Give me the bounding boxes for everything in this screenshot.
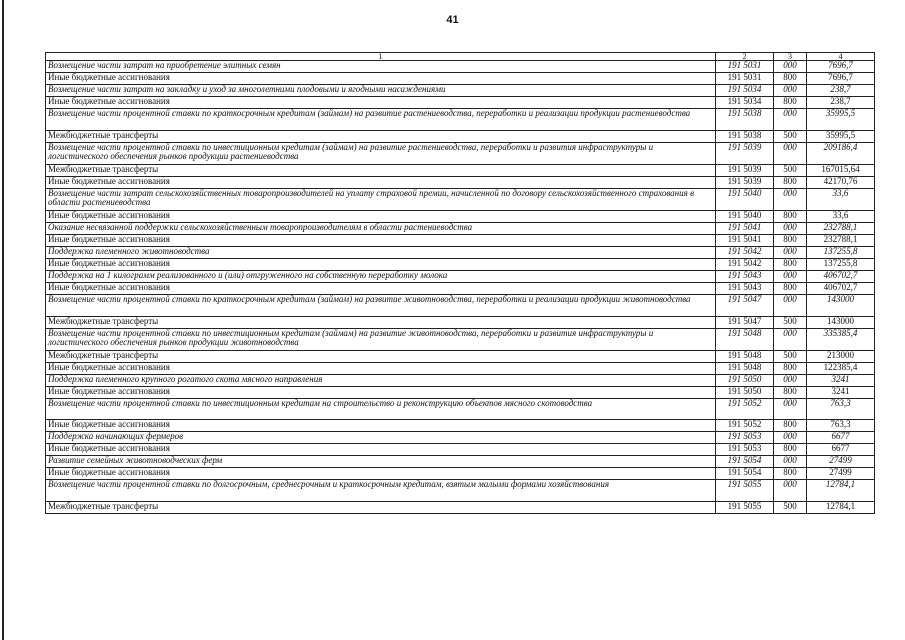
row-type-cell: 800 <box>774 73 807 85</box>
row-sum-cell: 12784,1 <box>807 502 875 514</box>
row-code-cell: 191 5034 <box>716 97 774 109</box>
table-row <box>46 468 875 480</box>
row-type-cell: 000 <box>774 223 807 235</box>
table-row <box>46 259 875 271</box>
row-code-cell: 191 5042 <box>716 247 774 259</box>
row-name-cell: Возмещение части процентной ставки по инвестиционным кредитам (займам) на развитие растениеводства, переработки и развития инфраструктуры и логистического обеспечения рынков продукции растениеводства <box>46 143 716 165</box>
table-row <box>46 85 875 97</box>
row-sum-cell: 238,7 <box>807 97 875 109</box>
row-type-cell: 000 <box>774 61 807 73</box>
page-number: 41 <box>446 14 459 26</box>
row-name-cell: Возмещение части процентной ставки по краткосрочным кредитам (займам) на развитие растениеводства, переработки и реализации продукции растениеводства <box>46 109 716 131</box>
row-name-cell: Поддержка на 1 килограмм реализованного и (или) отгруженного на собственную переработку молока <box>46 271 716 283</box>
row-sum-cell: 42170,76 <box>807 177 875 189</box>
row-sum-cell: 7696,7 <box>807 61 875 73</box>
row-name-cell: Иные бюджетные ассигнования <box>46 283 716 295</box>
row-type-cell: 800 <box>774 283 807 295</box>
table-row <box>46 61 875 73</box>
row-name-cell: Иные бюджетные ассигнования <box>46 211 716 223</box>
row-name-cell: Поддержка племенного животноводства <box>46 247 716 259</box>
table-row <box>46 317 875 329</box>
table-row <box>46 432 875 444</box>
row-code-cell: 191 5048 <box>716 351 774 363</box>
row-name-cell: Межбюджетные трансферты <box>46 165 716 177</box>
table-row <box>46 456 875 468</box>
row-sum-cell: 335385,4 <box>807 329 875 351</box>
table-row <box>46 131 875 143</box>
row-code-cell: 191 5038 <box>716 109 774 131</box>
table-row <box>46 387 875 399</box>
row-name-cell: Возмещение части затрат на закладку и уход за многолетними плодовыми и ягодными насаждениями <box>46 85 716 97</box>
row-type-cell: 800 <box>774 177 807 189</box>
table-row <box>46 329 875 351</box>
row-code-cell: 191 5048 <box>716 363 774 375</box>
row-type-cell: 800 <box>774 420 807 432</box>
row-sum-cell: 6677 <box>807 444 875 456</box>
row-sum-cell: 167015,64 <box>807 165 875 177</box>
row-type-cell: 800 <box>774 444 807 456</box>
row-sum-cell: 27499 <box>807 468 875 480</box>
table-row <box>46 480 875 502</box>
row-sum-cell: 763,3 <box>807 399 875 420</box>
row-code-cell: 191 5053 <box>716 444 774 456</box>
row-code-cell: 191 5039 <box>716 177 774 189</box>
row-sum-cell: 209186,4 <box>807 143 875 165</box>
row-type-cell: 800 <box>774 235 807 247</box>
row-sum-cell: 213000 <box>807 351 875 363</box>
row-name-cell: Поддержка племенного крупного рогатого скота мясного направления <box>46 375 716 387</box>
row-code-cell: 191 5047 <box>716 317 774 329</box>
column-header-sum: 4 <box>807 53 875 61</box>
column-header-code: 2 <box>716 53 774 61</box>
row-code-cell: 191 5054 <box>716 468 774 480</box>
row-sum-cell: 406702,7 <box>807 283 875 295</box>
table-row <box>46 97 875 109</box>
row-type-cell: 800 <box>774 211 807 223</box>
row-name-cell: Развитие семейных животноводческих ферм <box>46 456 716 468</box>
row-code-cell: 191 5054 <box>716 456 774 468</box>
row-name-cell: Иные бюджетные ассигнования <box>46 177 716 189</box>
row-code-cell: 191 5031 <box>716 73 774 85</box>
page-left-edge-rule <box>2 0 4 640</box>
row-name-cell: Межбюджетные трансферты <box>46 131 716 143</box>
row-sum-cell: 27499 <box>807 456 875 468</box>
row-sum-cell: 238,7 <box>807 85 875 97</box>
row-type-cell: 500 <box>774 351 807 363</box>
row-name-cell: Иные бюджетные ассигнования <box>46 420 716 432</box>
row-code-cell: 191 5042 <box>716 259 774 271</box>
row-type-cell: 800 <box>774 97 807 109</box>
row-type-cell: 000 <box>774 85 807 97</box>
row-name-cell: Поддержка начинающих фермеров <box>46 432 716 444</box>
row-code-cell: 191 5039 <box>716 143 774 165</box>
row-sum-cell: 122385,4 <box>807 363 875 375</box>
table-row <box>46 143 875 165</box>
row-sum-cell: 143000 <box>807 295 875 317</box>
row-type-cell: 500 <box>774 502 807 514</box>
row-sum-cell: 137255,8 <box>807 259 875 271</box>
column-header-type: 3 <box>774 53 807 61</box>
row-type-cell: 800 <box>774 468 807 480</box>
row-sum-cell: 7696,7 <box>807 73 875 85</box>
budget-allocation-table <box>45 52 875 514</box>
row-name-cell: Иные бюджетные ассигнования <box>46 444 716 456</box>
row-name-cell: Иные бюджетные ассигнования <box>46 387 716 399</box>
row-type-cell: 000 <box>774 109 807 131</box>
row-type-cell: 000 <box>774 329 807 351</box>
row-sum-cell: 763,3 <box>807 420 875 432</box>
row-name-cell: Возмещение части затрат сельскохозяйственных товаропроизводителей на уплату страховой премии, начисленной по договору сельскохозяйственного страхования в области растениеводства <box>46 189 716 211</box>
row-sum-cell: 232788,1 <box>807 223 875 235</box>
row-sum-cell: 12784,1 <box>807 480 875 502</box>
row-type-cell: 800 <box>774 259 807 271</box>
row-type-cell: 000 <box>774 247 807 259</box>
table-row <box>46 420 875 432</box>
table-row <box>46 444 875 456</box>
table-row <box>46 223 875 235</box>
row-type-cell: 000 <box>774 295 807 317</box>
row-sum-cell: 3241 <box>807 375 875 387</box>
row-name-cell: Межбюджетные трансферты <box>46 317 716 329</box>
row-sum-cell: 143000 <box>807 317 875 329</box>
row-code-cell: 191 5055 <box>716 502 774 514</box>
row-code-cell: 191 5053 <box>716 432 774 444</box>
table-row <box>46 73 875 85</box>
row-type-cell: 000 <box>774 189 807 211</box>
table-row <box>46 295 875 317</box>
table-row <box>46 109 875 131</box>
row-type-cell: 800 <box>774 387 807 399</box>
row-code-cell: 191 5040 <box>716 189 774 211</box>
row-sum-cell: 35995,5 <box>807 109 875 131</box>
row-code-cell: 191 5040 <box>716 211 774 223</box>
table-row <box>46 211 875 223</box>
row-name-cell: Иные бюджетные ассигнования <box>46 235 716 247</box>
row-name-cell: Возмещение части затрат на приобретение элитных семян <box>46 61 716 73</box>
row-name-cell: Иные бюджетные ассигнования <box>46 97 716 109</box>
row-code-cell: 191 5052 <box>716 420 774 432</box>
row-type-cell: 500 <box>774 317 807 329</box>
row-sum-cell: 232788,1 <box>807 235 875 247</box>
row-type-cell: 800 <box>774 363 807 375</box>
row-code-cell: 191 5050 <box>716 375 774 387</box>
row-name-cell: Иные бюджетные ассигнования <box>46 73 716 85</box>
row-type-cell: 000 <box>774 399 807 420</box>
row-code-cell: 191 5038 <box>716 131 774 143</box>
row-sum-cell: 6677 <box>807 432 875 444</box>
row-type-cell: 500 <box>774 131 807 143</box>
table-row <box>46 363 875 375</box>
row-type-cell: 000 <box>774 143 807 165</box>
row-name-cell: Возмещение части процентной ставки по инвестиционным кредитам на строительство и реконструкцию объектов мясного скотоводства <box>46 399 716 420</box>
table-row <box>46 351 875 363</box>
row-type-cell: 000 <box>774 432 807 444</box>
row-sum-cell: 406702,7 <box>807 271 875 283</box>
row-code-cell: 191 5047 <box>716 295 774 317</box>
row-name-cell: Возмещение части процентной ставки по инвестиционным кредитам (займам) на развитие животноводства, переработки и развития инфраструктуры и логистического обеспечения рынков продукции животноводства <box>46 329 716 351</box>
table-row <box>46 502 875 514</box>
row-code-cell: 191 5052 <box>716 399 774 420</box>
row-name-cell: Возмещение части процентной ставки по долгосрочным, среднесрочным и краткосрочным кредитам, взятым малыми формами хозяйствования <box>46 480 716 502</box>
row-sum-cell: 35995,5 <box>807 131 875 143</box>
row-code-cell: 191 5041 <box>716 223 774 235</box>
row-sum-cell: 33,6 <box>807 211 875 223</box>
row-code-cell: 191 5039 <box>716 165 774 177</box>
row-code-cell: 191 5034 <box>716 85 774 97</box>
row-type-cell: 000 <box>774 271 807 283</box>
row-code-cell: 191 5043 <box>716 271 774 283</box>
row-type-cell: 000 <box>774 456 807 468</box>
row-name-cell: Иные бюджетные ассигнования <box>46 363 716 375</box>
table-row <box>46 165 875 177</box>
table-row <box>46 375 875 387</box>
row-name-cell: Иные бюджетные ассигнования <box>46 468 716 480</box>
row-name-cell: Межбюджетные трансферты <box>46 502 716 514</box>
row-code-cell: 191 5041 <box>716 235 774 247</box>
row-name-cell: Иные бюджетные ассигнования <box>46 259 716 271</box>
table-row <box>46 189 875 211</box>
row-sum-cell: 137255,8 <box>807 247 875 259</box>
row-type-cell: 000 <box>774 375 807 387</box>
row-type-cell: 500 <box>774 165 807 177</box>
table-row <box>46 177 875 189</box>
row-code-cell: 191 5050 <box>716 387 774 399</box>
row-name-cell: Межбюджетные трансферты <box>46 351 716 363</box>
row-code-cell: 191 5055 <box>716 480 774 502</box>
row-name-cell: Возмещение части процентной ставки по краткосрочным кредитам (займам) на развитие животноводства, переработки и реализации продукции животноводства <box>46 295 716 317</box>
table-row <box>46 247 875 259</box>
table-row <box>46 399 875 420</box>
table-row <box>46 235 875 247</box>
table-row <box>46 283 875 295</box>
row-code-cell: 191 5031 <box>716 61 774 73</box>
column-header-name: 1 <box>46 53 716 61</box>
row-code-cell: 191 5043 <box>716 283 774 295</box>
row-name-cell: Оказание несвязанной поддержки сельскохозяйственным товаропроизводителям в области растениеводства <box>46 223 716 235</box>
row-type-cell: 000 <box>774 480 807 502</box>
row-sum-cell: 3241 <box>807 387 875 399</box>
table-header-row <box>46 53 875 61</box>
table-row <box>46 271 875 283</box>
row-sum-cell: 33,6 <box>807 189 875 211</box>
row-code-cell: 191 5048 <box>716 329 774 351</box>
